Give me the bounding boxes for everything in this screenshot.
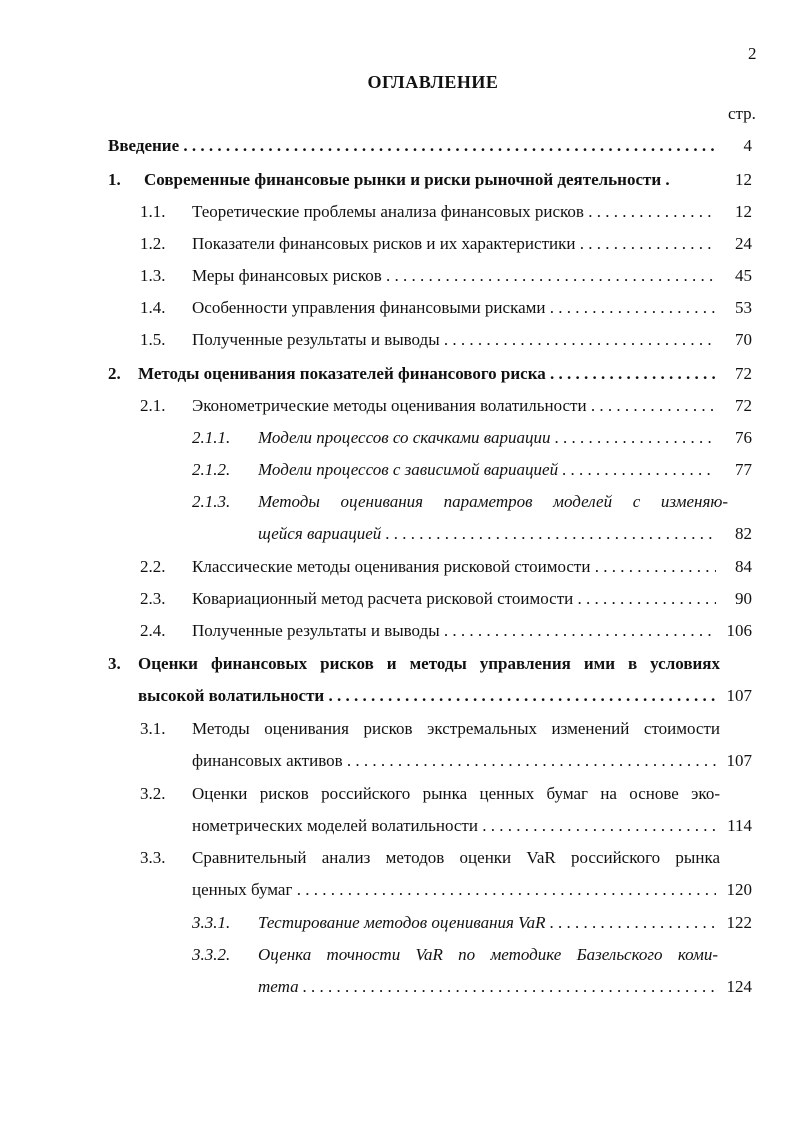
toc-entry-number: 3. bbox=[108, 654, 121, 673]
toc-entry-3-1 bbox=[140, 719, 758, 739]
toc-entry-text-continued: ценных бумаг . . . bbox=[192, 880, 716, 900]
toc-entry-text: Введение . . . bbox=[108, 136, 716, 156]
toc-entry-page: 72 bbox=[735, 396, 752, 415]
toc-entry-page: 122 bbox=[726, 913, 752, 932]
toc-entry-introduction bbox=[108, 136, 758, 156]
toc-entry-3-3-2 bbox=[192, 945, 758, 965]
toc-entry-page: 76 bbox=[735, 428, 752, 447]
page-number: 2 bbox=[748, 44, 757, 63]
toc-entry-1-4 bbox=[140, 298, 758, 318]
toc-entry-number: 1.4. bbox=[140, 298, 166, 317]
toc-entry-number: 1.2. bbox=[140, 234, 166, 253]
toc-entry-chapter-3-continued bbox=[138, 686, 758, 706]
toc-entry-chapter-1 bbox=[108, 170, 758, 190]
toc-entry-page: 107 bbox=[726, 686, 752, 705]
toc-entry-page: 77 bbox=[735, 460, 752, 479]
toc-entry-chapter-3 bbox=[108, 654, 758, 674]
toc-title: ОГЛАВЛЕНИЕ bbox=[367, 72, 499, 92]
toc-entry-1-2 bbox=[140, 234, 758, 254]
toc-entry-page: 12 bbox=[735, 170, 752, 189]
toc-entry-text: Ковариационный метод расчета рисковой стоимости . . . bbox=[192, 589, 716, 609]
toc-entry-3-3-1 bbox=[192, 913, 758, 933]
toc-entry-2-1-1 bbox=[192, 428, 758, 448]
toc-entry-chapter-2 bbox=[108, 364, 758, 384]
toc-entry-number: 1. bbox=[108, 170, 121, 189]
toc-entry-number: 3.1. bbox=[140, 719, 166, 738]
toc-entry-2-1-2 bbox=[192, 460, 758, 480]
toc-entry-number: 1.3. bbox=[140, 266, 166, 285]
toc-entry-page: 53 bbox=[735, 298, 752, 317]
toc-entry-page: 120 bbox=[726, 880, 752, 899]
toc-entry-page: 4 bbox=[743, 136, 752, 155]
toc-entry-page: 114 bbox=[727, 816, 752, 835]
toc-entry-text: Особенности управления финансовыми рисками . . . bbox=[192, 298, 716, 318]
toc-entry-page: 24 bbox=[735, 234, 752, 253]
toc-entry-number: 1.1. bbox=[140, 202, 166, 221]
toc-entry-page: 84 bbox=[735, 557, 752, 576]
toc-entry-2-4 bbox=[140, 621, 758, 641]
toc-entry-3-2-continued bbox=[192, 816, 758, 836]
toc-entry-2-3 bbox=[140, 589, 758, 609]
toc-entry-page: 124 bbox=[726, 977, 752, 996]
toc-entry-1-5 bbox=[140, 330, 758, 350]
toc-entry-number: 3.3.2. bbox=[192, 945, 231, 964]
toc-entry-2-1-3-continued bbox=[258, 524, 758, 544]
toc-entry-text: Полученные результаты и выводы . . . bbox=[192, 621, 716, 641]
toc-entry-text-continued: высокой волатильности . . . bbox=[138, 686, 716, 706]
toc-entry-number: 3.3. bbox=[140, 848, 166, 867]
toc-entry-text-continued: финансовых активов . . . bbox=[192, 751, 716, 771]
toc-entry-text: Методы оценивания показателей финансового риска . . . bbox=[138, 364, 716, 384]
toc-entry-text: Сравнительный анализ методов оценки VaR российского рынка bbox=[192, 848, 720, 867]
toc-entry-2-1-3 bbox=[192, 492, 758, 512]
toc-entry-text: Полученные результаты и выводы . . . bbox=[192, 330, 716, 350]
toc-entry-number: 2.1.1. bbox=[192, 428, 231, 447]
toc-entry-page: 106 bbox=[726, 621, 752, 640]
toc-entry-text: Тестирование методов оценивания VaR . . . bbox=[258, 913, 716, 933]
toc-entry-number: 3.2. bbox=[140, 784, 166, 803]
toc-entry-1-3 bbox=[140, 266, 758, 286]
toc-entry-text: Модели процессов со скачками вариации . . . bbox=[258, 428, 716, 448]
toc-entry-page: 45 bbox=[735, 266, 752, 285]
toc-entry-number: 2.1. bbox=[140, 396, 166, 415]
toc-entry-3-1-continued bbox=[192, 751, 758, 771]
toc-entry-text: Методы оценивания параметров моделей с изменяю- bbox=[258, 492, 728, 511]
toc-entry-number: 2.1.2. bbox=[192, 460, 231, 479]
toc-entry-text: Модели процессов с зависимой вариацией . . . bbox=[258, 460, 716, 480]
toc-entry-2-1 bbox=[140, 396, 758, 416]
toc-entry-text-continued: щейся вариацией . . . bbox=[258, 524, 716, 544]
toc-entry-text-continued: нометрических моделей волатильности . . . bbox=[192, 816, 716, 836]
toc-entry-page: 72 bbox=[735, 364, 752, 383]
toc-entry-2-2 bbox=[140, 557, 758, 577]
toc-entry-text: Оценки финансовых рисков и методы управления ими в условиях bbox=[138, 654, 720, 673]
toc-entry-number: 2.3. bbox=[140, 589, 166, 608]
toc-entry-text: Показатели финансовых рисков и их характеристики . . . bbox=[192, 234, 716, 254]
toc-entry-number: 1.5. bbox=[140, 330, 166, 349]
toc-entry-text: Оценка точности VaR по методике Базельского коми- bbox=[258, 945, 718, 964]
toc-entry-3-3 bbox=[140, 848, 758, 868]
toc-entry-number: 2.4. bbox=[140, 621, 166, 640]
toc-entry-page: 12 bbox=[735, 202, 752, 221]
toc-entry-text: Современные финансовые рынки и риски рыночной деятельности . bbox=[144, 170, 670, 189]
toc-entry-number: 2.1.3. bbox=[192, 492, 231, 511]
toc-entry-page: 82 bbox=[735, 524, 752, 543]
toc-entry-number: 2. bbox=[108, 364, 121, 383]
toc-entry-text: Меры финансовых рисков . . . bbox=[192, 266, 716, 286]
toc-entry-text: Теоретические проблемы анализа финансовых рисков . . . bbox=[192, 202, 716, 222]
toc-entry-1-1 bbox=[140, 202, 758, 222]
toc-entry-page: 90 bbox=[735, 589, 752, 608]
toc-entry-text: Методы оценивания рисков экстремальных изменений стоимости bbox=[192, 719, 720, 738]
toc-entry-number: 3.3.1. bbox=[192, 913, 231, 932]
toc-entry-text-continued: тета . . . bbox=[258, 977, 716, 997]
toc-entry-text: Эконометрические методы оценивания волатильности . . . bbox=[192, 396, 716, 416]
toc-entry-text: Оценки рисков российского рынка ценных бумаг на основе эко- bbox=[192, 784, 720, 803]
toc-entry-3-3-2-continued bbox=[258, 977, 758, 997]
page-column-header: стр. bbox=[728, 104, 756, 123]
toc-entry-3-2 bbox=[140, 784, 758, 804]
toc-entry-number: 2.2. bbox=[140, 557, 166, 576]
toc-entry-page: 107 bbox=[726, 751, 752, 770]
toc-entry-text: Классические методы оценивания рисковой стоимости . . . bbox=[192, 557, 716, 577]
toc-entry-page: 70 bbox=[735, 330, 752, 349]
toc-entry-3-3-continued bbox=[192, 880, 758, 900]
